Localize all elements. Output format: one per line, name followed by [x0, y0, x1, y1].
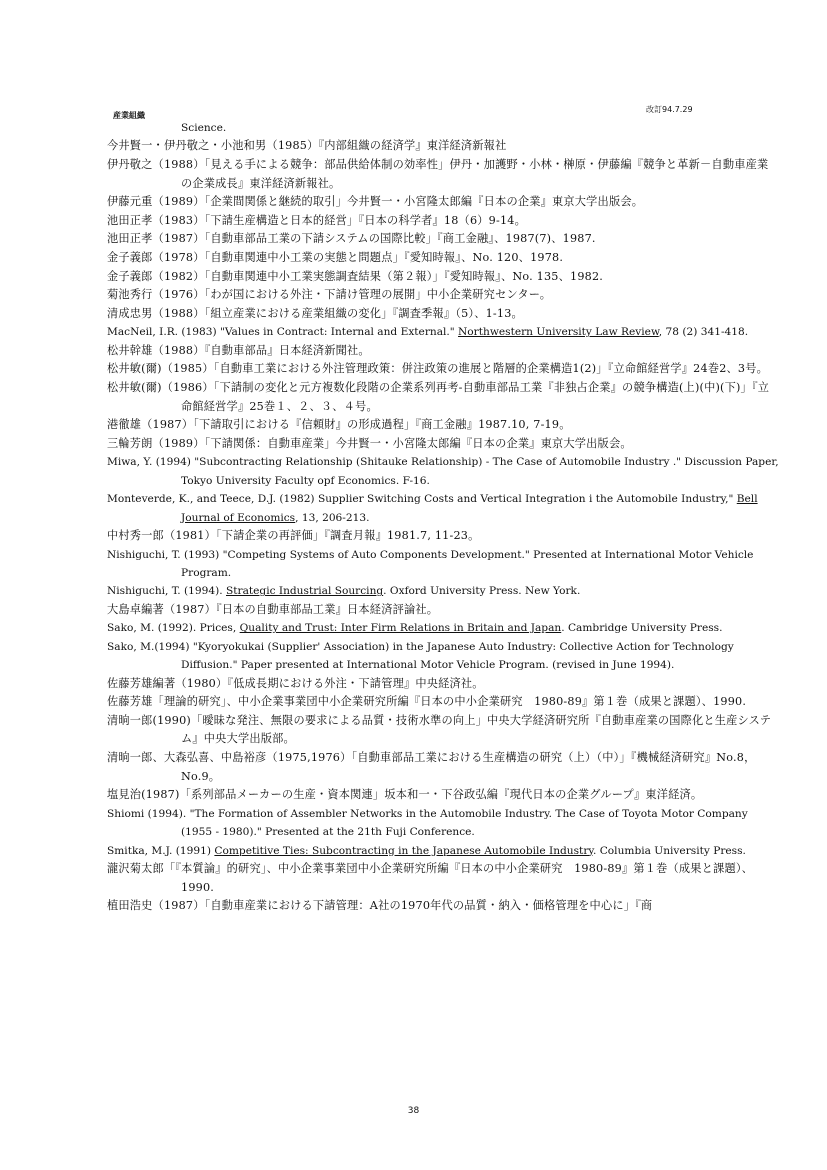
running-header-left: 産業組織 [113, 111, 145, 120]
reference-text: 松井幹雄（1988）『自動車部品』日本経済新聞社。 [107, 343, 370, 357]
reference-text: 三輪芳朗（1989）「下請関係：自動車産業」今井賢一・小宮隆太郎編『日本の企業』東京大学出版会。 [107, 436, 632, 450]
reference-text: Smitka, M.J. (1991) [107, 844, 215, 857]
reference-entry [107, 193, 779, 212]
reference-list [107, 119, 779, 916]
reference-entry [107, 527, 779, 546]
reference-entry [107, 230, 779, 249]
reference-title-underlined: Northwestern University Law Review [458, 326, 659, 339]
reference-text: 清晌一郎(1990)「曖昧な発注、無限の要求による品質・技術水準の向上」中央大学経済研究所『自動車産業の国際化と生産システム』中央大学出版部。 [107, 713, 772, 746]
reference-entry [107, 693, 779, 712]
reference-text: Nishiguchi, T. (1994). [107, 585, 226, 598]
reference-text: 池田正孝（1987）「自動車部品工業の下請システムの国際比較」『商工金融』、1987(7)、1987. [107, 232, 596, 246]
reference-text: Sako, M.(1994) "Kyoryokukai (Supplier' Association) in the Japanese Auto Industry: Collective Action for Technology Diffusion." Paper presented at International Motor Vehicle Program. (revised in June 1994). [107, 640, 734, 672]
reference-text: 伊丹敬之（1988）「見える手による競争：部品供給体制の効率性」伊丹・加護野・小林・榊原・伊藤編『競争と革新－自動車産業の企業成長』東洋経済新報社。 [107, 158, 769, 190]
reference-text: 清晌一郎、大森弘喜、中島裕彦（1975,1976）「自動車部品工業における生産構造の研究（上）（中）」『機械経済研究』No.8，No.9。 [107, 750, 756, 783]
reference-entry [107, 268, 779, 287]
reference-entry [107, 212, 779, 231]
reference-entry [107, 897, 779, 916]
reference-text: 金子義郎（1982）「自動車関連中小工業実態調査結果（第２報）」『愛知時報』、No. 135、1982. [107, 269, 604, 283]
reference-entry [107, 546, 779, 583]
reference-entry [107, 435, 779, 454]
reference-title-underlined: Competitive Ties: Subcontracting in the Japanese Automobile Industry [214, 844, 593, 857]
reference-text: Science. [181, 122, 227, 134]
reference-entry [107, 619, 779, 637]
reference-title-underlined: Quality and Trust: Inter Firm Relations in Britain and Japan [239, 622, 562, 635]
reference-title-underlined: Strategic Industrial Sourcing [226, 585, 384, 598]
reference-entry [107, 379, 779, 416]
reference-text: 清成忠男（1988）「組立産業における産業組織の変化」『調査季報』（5）、1-13。 [107, 306, 523, 320]
reference-text: 池田正孝（1983）「下請生産構造と日本的経営」『日本の科学者』18（6）9-14。 [107, 213, 526, 227]
reference-entry [107, 601, 779, 620]
reference-entry [107, 249, 779, 268]
reference-text: Nishiguchi, T. (1993) "Competing Systems of Auto Components Development." Presented at International Motor Vehicle Program. [107, 548, 754, 579]
reference-text: 植田浩史（1987）「自動車産業における下請管理：A社の1970年代の品質・納入・価格管理を中心に」『商 [107, 899, 653, 913]
reference-entry [107, 582, 779, 600]
reference-text: Sako, M. (1992). Prices, [107, 622, 240, 635]
reference-entry [107, 137, 779, 156]
reference-entry [107, 453, 779, 490]
revision-date: 改訂94.7.29 [646, 105, 693, 114]
reference-text-tail: . Columbia University Press. [592, 844, 746, 857]
reference-entry [107, 416, 779, 435]
reference-text: Miwa, Y. (1994) "Subcontracting Relationship (Shitauke Relationship) - The Case of Automobile Industry ." Discussion Paper, Tokyo University Faculty opf Economics. F-16. [107, 456, 779, 487]
reference-entry [107, 119, 779, 137]
reference-text: 伊藤元重（1989）「企業間関係と継続的取引」今井賢一・小宮隆太郎編『日本の企業』東京大学出版会。 [107, 195, 644, 209]
reference-entry [107, 805, 779, 842]
reference-text: 港徹雄（1987）「下請取引における『信頼財』の形成過程」『商工金融』1987.10, 7-19。 [107, 418, 571, 432]
reference-entry [107, 305, 779, 324]
reference-entry [107, 490, 779, 527]
reference-text: 佐藤芳雄「理論的研究」、中小企業事業団中小企業研究所編『日本の中小企業研究 1980-89』第１巻（成果と課題）、1990. [107, 695, 747, 709]
reference-entry [107, 749, 779, 786]
reference-text: Shiomi (1994). "The Formation of Assembler Networks in the Automobile Industry. The Case of Toyota Motor Company (1955 - 1980)." Presented at the 21th Fuji Conference. [107, 807, 748, 839]
reference-text: 今井賢一・伊丹敬之・小池和男（1985）『内部組織の経済学』東洋経済新報社 [107, 139, 507, 153]
reference-text: 松井敏(爾)（1985）「自動車工業における外注管理政策：併注政策の進展と階層的企業構造1(2)」『立命館経営学』24巻2、3号。 [107, 362, 769, 376]
reference-entry [107, 786, 779, 805]
reference-entry [107, 156, 779, 193]
reference-entry [107, 323, 779, 341]
reference-entry [107, 286, 779, 305]
reference-entry [107, 712, 779, 749]
reference-text-tail: , 78 (2) 341-418. [658, 326, 749, 339]
reference-text-tail: . Oxford University Press. New York. [383, 585, 581, 598]
reference-text: 松井敏(爾)（1986）「下請制の変化と元方複数化段階の企業系列再考-自動車部品工業『非独占企業』の競争構造(上)(中)(下)」『立命館経営学』25巻１、２、３、４号。 [107, 380, 770, 413]
reference-entry [107, 842, 779, 860]
reference-entry [107, 360, 779, 379]
reference-title-underlined: Bell Journal of Economics [181, 493, 758, 524]
reference-text: 中村秀一郎（1981）「下請企業の再評価」『調査月報』1981.7, 11-23。 [107, 528, 480, 542]
reference-text: 佐藤芳雄編著（1980）『低成長期における外注・下請管理』中央経済社。 [107, 676, 484, 690]
page-number: 38 [407, 1106, 420, 1116]
reference-text: 金子義郎（1978）「自動車関連中小工業の実態と問題点」『愛知時報』、No. 120、1978. [107, 250, 564, 264]
reference-text: MacNeil, I.R. (1983) "Values in Contract: Internal and External." [107, 326, 459, 339]
reference-text: Monteverde, K., and Teece, D.J. (1982) Supplier Switching Costs and Vertical Integration i the Automobile Industry," [107, 493, 737, 506]
reference-text: 菊池秀行（1976）「わが国における外注・下請け管理の展開」中小企業研究センター。 [107, 288, 552, 302]
reference-text-tail: , 13, 206-213. [295, 511, 370, 524]
reference-text: 塩見治(1987)「系列部品メーカーの生産・資本関連」坂本和一・下谷政弘編『現代日本の企業グループ』東洋経済。 [107, 788, 703, 802]
reference-entry [107, 342, 779, 361]
reference-text: 大島卓編著（1987）『日本の自動車部品工業』日本経済評論社。 [107, 602, 439, 616]
reference-entry [107, 638, 779, 675]
reference-text: 瀧沢菊太郎「『本質論』的研究」、中小企業事業団中小企業研究所編『日本の中小企業研究 1980-89』第１巻（成果と課題）、1990. [107, 861, 754, 894]
reference-text-tail: . Cambridge University Press. [561, 622, 723, 635]
reference-entry [107, 860, 779, 897]
reference-entry [107, 675, 779, 694]
